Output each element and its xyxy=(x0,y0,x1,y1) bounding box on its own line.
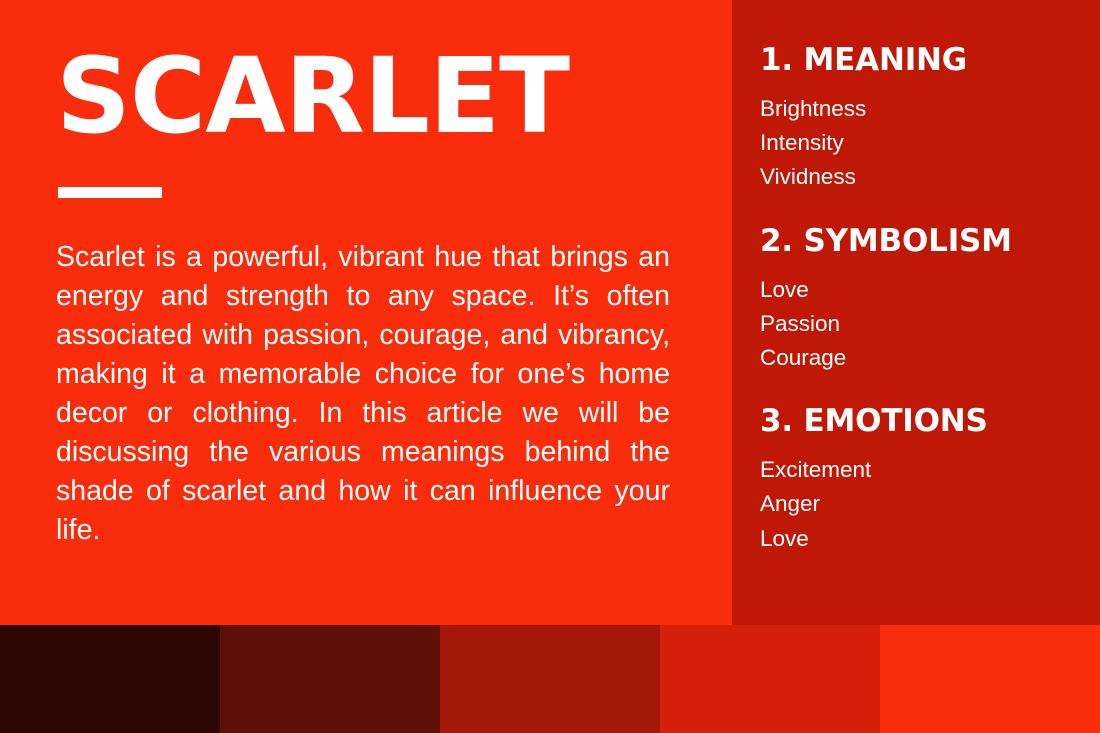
side-panel xyxy=(732,0,1100,625)
color-swatch xyxy=(220,625,440,733)
section-emotions xyxy=(760,403,1076,556)
list-item: Intensity xyxy=(760,130,844,156)
color-swatch-strip xyxy=(0,625,1100,733)
color-swatch xyxy=(440,625,660,733)
section-meaning xyxy=(760,42,1076,195)
color-swatch xyxy=(0,625,220,733)
page-title: SCARLET xyxy=(56,35,570,157)
color-swatch xyxy=(660,625,880,733)
list-item: Love xyxy=(760,525,809,551)
list-item: Vividness xyxy=(760,164,856,190)
list-item: Excitement xyxy=(760,457,872,483)
section-symbolism xyxy=(760,223,1076,376)
color-swatch xyxy=(880,625,1100,733)
list-item: Anger xyxy=(760,491,821,517)
list-item: Passion xyxy=(760,310,841,336)
section-heading: 2. SYMBOLISM xyxy=(760,222,1012,259)
list-item: Brightness xyxy=(760,96,867,121)
title-underline-rule xyxy=(58,187,162,198)
list-item: Courage xyxy=(760,344,847,370)
section-heading: 3. EMOTIONS xyxy=(760,403,988,440)
section-heading: 1. MEANING xyxy=(760,42,968,78)
list-item: Love xyxy=(760,276,809,302)
body-paragraph: Scarlet is a powerful, vibrant hue that brings an energy and strength to any space. It’s often associated with passion, courage, and vibrancy, making it a memorable choice for one’s home decor or clothing. In this article we will be discussing the various meanings behind the shade of scarlet and how it can influence your life. xyxy=(56,241,670,547)
